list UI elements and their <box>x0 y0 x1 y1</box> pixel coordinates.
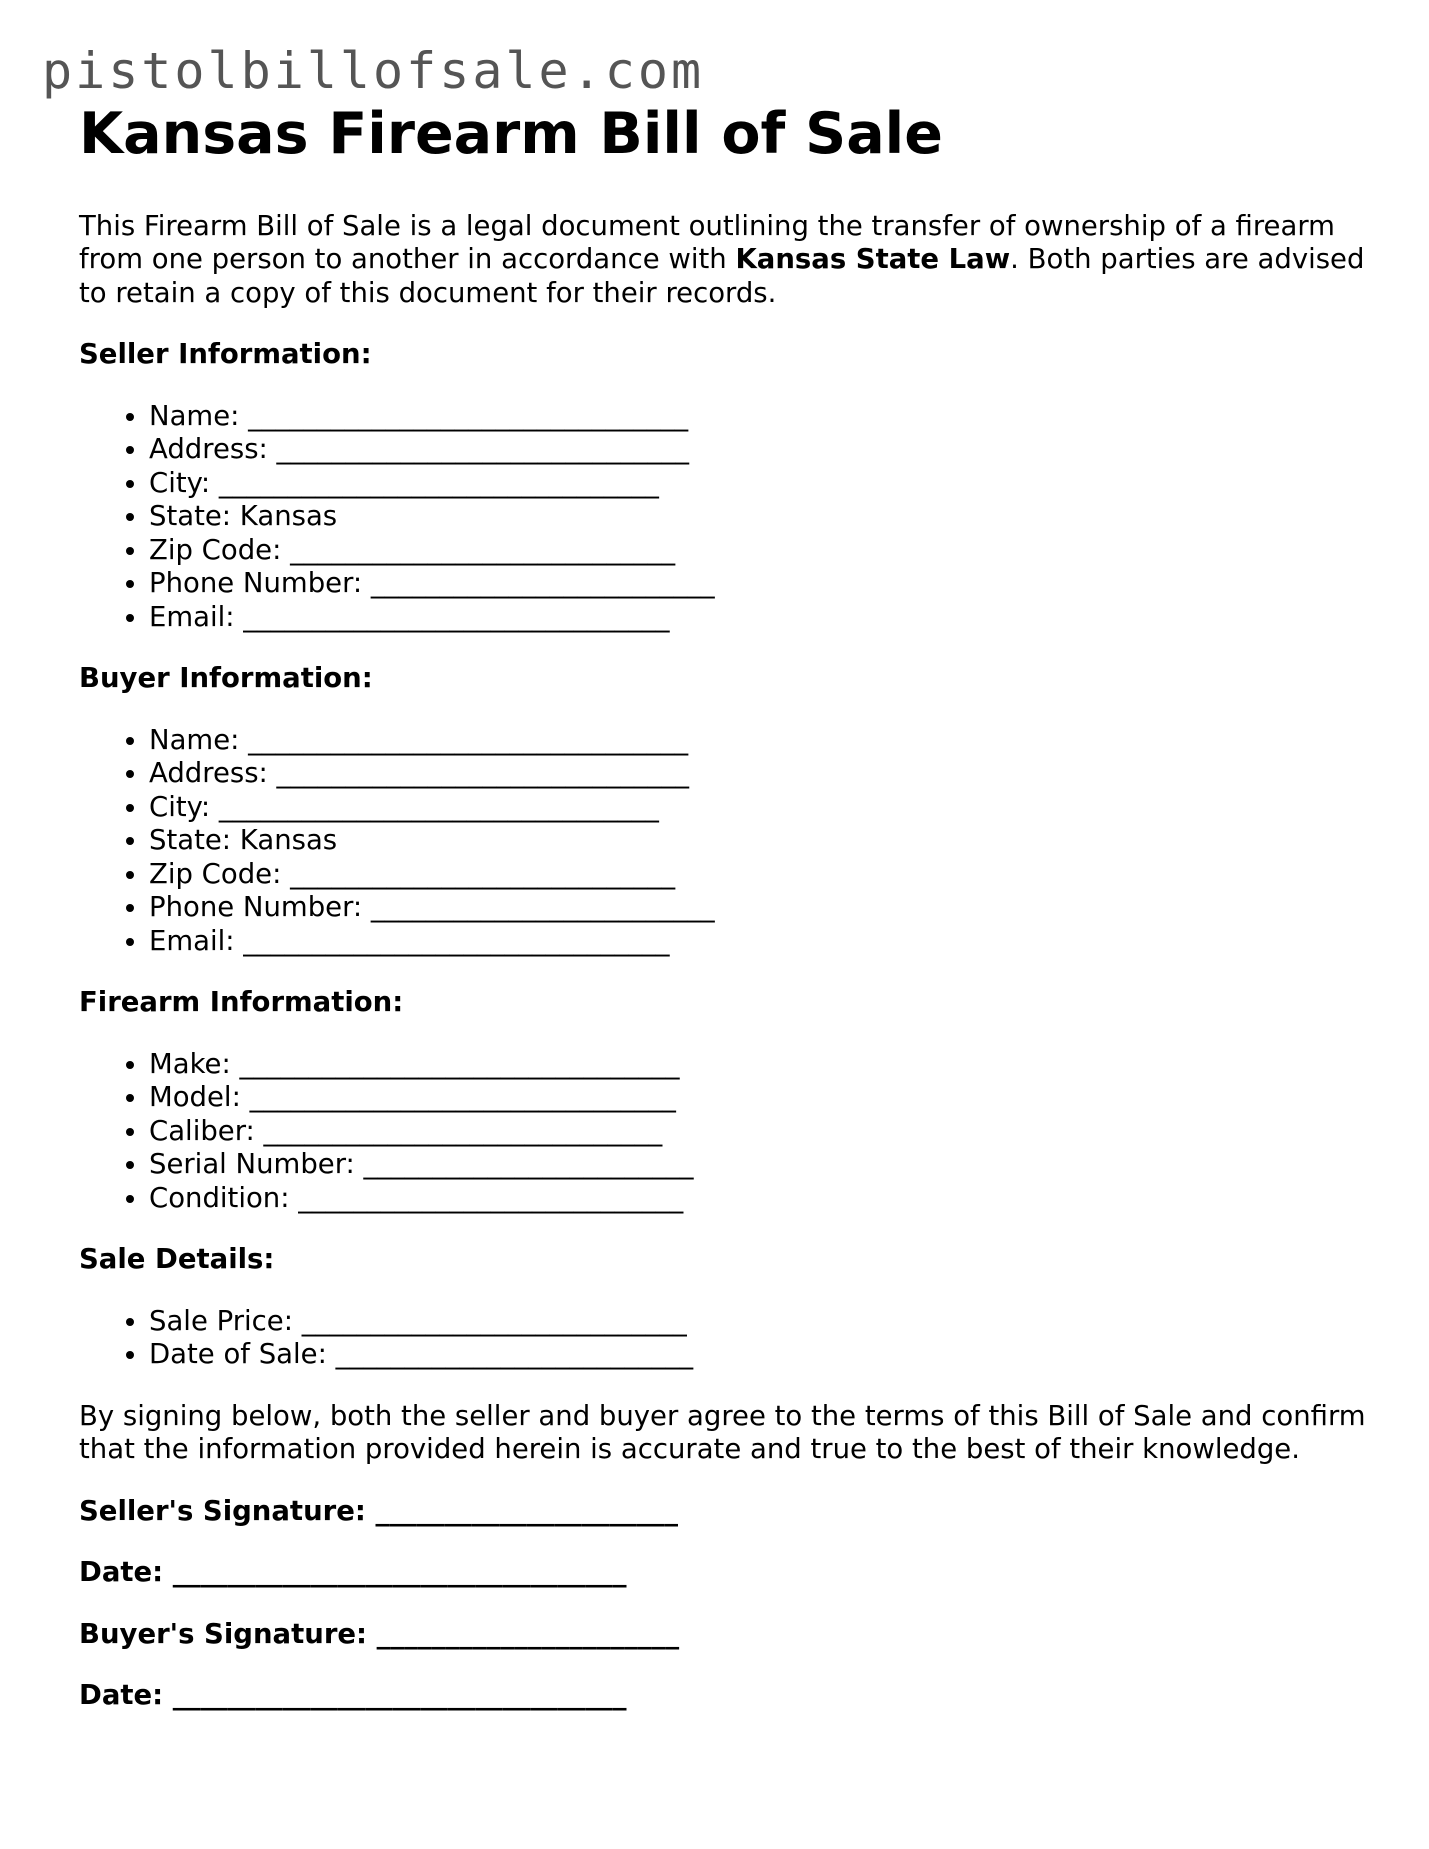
seller-city-field: • City: ________________________________ <box>149 467 1369 501</box>
sale-field-list <box>79 1305 1369 1372</box>
intro-text-bold: Kansas State Law <box>735 243 1011 276</box>
sale-date-field: • Date of Sale: __________________________ <box>149 1338 1369 1372</box>
seller-email-field: • Email: _______________________________ <box>149 601 1369 635</box>
document-title: Kansas Firearm Bill of Sale <box>79 101 943 167</box>
seller-heading: Seller Information: <box>79 338 372 371</box>
intro-text-before: This Firearm Bill of Sale is a legal document outlining the transfer of ownership of a firearm from one person to another in accordance with <box>79 209 1335 276</box>
agreement-paragraph: By signing below, both the seller and buyer agree to the terms of this Bill of Sale and confirm that the information provided herein is accurate and true to the best of their knowledge. <box>79 1399 1366 1466</box>
seller-date-line: Date: _________________________________ <box>79 1556 627 1589</box>
seller-section <box>79 338 1369 634</box>
buyer-address-field: • Address: ______________________________ <box>149 757 1369 791</box>
site-watermark: pistolbillofsale.com <box>42 42 705 100</box>
intro-text-after: . Both parties are advised to retain a copy of this document for their records. <box>79 243 1365 309</box>
firearm-caliber-field: • Caliber: _____________________________ <box>149 1115 1369 1149</box>
seller-field-list <box>79 400 1369 635</box>
seller-phone-field: • Phone Number: _________________________ <box>149 567 1369 601</box>
buyer-field-list <box>79 724 1369 959</box>
buyer-section <box>79 662 1369 958</box>
firearm-serial-field: • Serial Number: ________________________ <box>149 1148 1369 1182</box>
sale-heading: Sale Details: <box>79 1243 275 1276</box>
seller-zip-field: • Zip Code: ____________________________ <box>149 534 1369 568</box>
buyer-heading: Buyer Information: <box>79 662 373 695</box>
document-body <box>79 102 1369 1713</box>
seller-address-field: • Address: ______________________________ <box>149 433 1369 467</box>
firearm-section <box>79 986 1369 1215</box>
seller-name-field: • Name: ________________________________ <box>149 400 1369 434</box>
buyer-state-field: • State: Kansas <box>149 824 1369 858</box>
seller-state-field: • State: Kansas <box>149 500 1369 534</box>
intro-paragraph <box>79 210 1369 311</box>
firearm-model-field: • Model: _______________________________ <box>149 1081 1369 1115</box>
buyer-phone-field: • Phone Number: _________________________ <box>149 891 1369 925</box>
buyer-date-line: Date: _________________________________ <box>79 1679 627 1712</box>
buyer-zip-field: • Zip Code: ____________________________ <box>149 858 1369 892</box>
firearm-make-field: • Make: ________________________________ <box>149 1048 1369 1082</box>
firearm-condition-field: • Condition: ____________________________ <box>149 1182 1369 1216</box>
firearm-field-list <box>79 1048 1369 1216</box>
buyer-signature-line: Buyer's Signature: ______________________ <box>79 1617 680 1650</box>
firearm-heading: Firearm Information: <box>79 986 404 1019</box>
buyer-name-field: • Name: ________________________________ <box>149 724 1369 758</box>
seller-signature-line: Seller's Signature: ______________________ <box>79 1494 678 1527</box>
sale-section <box>79 1243 1369 1372</box>
sale-price-field: • Sale Price: ____________________________ <box>149 1305 1369 1339</box>
buyer-city-field: • City: ________________________________ <box>149 791 1369 825</box>
buyer-email-field: • Email: _______________________________ <box>149 925 1369 959</box>
